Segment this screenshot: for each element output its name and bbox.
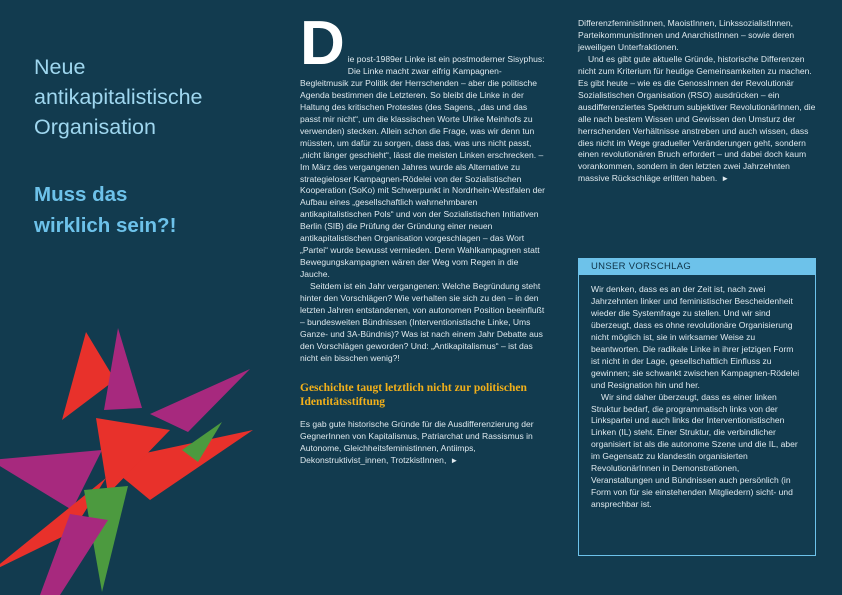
drop-cap: D bbox=[300, 9, 345, 78]
article-paragraph-1-text: ie post-1989er Linke ist ein postmoderner Sisyphus: Die Linke macht zwar eifrig Kampagnen-Begleitmusik zur Politik der Herrschenden – aber die politische Agenda bestimmen die Letzteren. So bleibt die Linke in der Haltung des kritischen Protestes (des Sagens, „das und das passt mir nicht“, um die klassischen Worte Ulrike Meinhofs zu verwenden) stecken. Allein schon die Frage, was wir denn tun müssten, um dafür zu sorgen, dass das, was uns nicht passt, „nicht länger geschieht“, lässt die meisten Linken erschrecken. – Im März des vergangenen Jahres wurde als Alternative zu strategieloser Kampagnen-Rödelei von der Sozialistischen Kooperation (SoKo) mit Schwerpunkt in Nordrhein-Westfalen der Aufbau eines „gesellschaftlich wahrnehmbaren antikapitalistischen Pols“ und von der Sozialistischen Initiativen Berlin (SIB) die Prüfung der Gründung einer neuen antikapitalistischen Organisation vorgeschlagen – das Wort „Partei“ wurde bewusst vermieden. Denn Wahlkampagnen statt Bewegungskampagnen wären der Weg vom Regen in die Jauche. bbox=[300, 54, 545, 280]
article-column-2 bbox=[578, 18, 818, 185]
article-column-1 bbox=[300, 9, 546, 467]
proposal-box bbox=[578, 258, 816, 556]
subhead-line-2: wirklich sein?! bbox=[34, 214, 177, 237]
subhead-line-1: Muss das bbox=[34, 183, 128, 206]
proposal-paragraph-1: Wir denken, dass es an der Zeit ist, nach zwei Jahrzehnten linker und feministischer Bescheidenheit wieder die Systemfrage zu stellen. Und wir sind überzeugt, dass es ohne revolutionäre Organisierung nicht möglich ist, sie in wirksamer Weise zu beantworten. Die radikale Linke in ihrer jetzigen Form ist nicht in der Lage, gesellschaftlich Einfluss zu gewinnen; sie schwankt zwischen Kampagnen-Rödelei und Resignation hin und her. bbox=[591, 284, 800, 390]
continue-arrow-icon: ► bbox=[450, 455, 459, 465]
subheadline bbox=[34, 179, 254, 241]
proposal-box-title: UNSER VORSCHLAG bbox=[579, 259, 815, 275]
article-paragraph-4: DifferenzfeministInnen, MaoistInnen, LinkssozialistInnen, ParteikommunistInnen und AnarchistInnen – sowie deren jeweiligen Unterfraktionen. bbox=[578, 18, 795, 52]
left-column bbox=[34, 52, 254, 241]
article-paragraph-3-text: Es gab gute historische Gründe für die Ausdifferenzierung der GegnerInnen von Kapitalismus, Patriarchat und Rassismus in Autonome, Gleichheitsfeministinnen, Antiimps, Dekonstruktivist_innen, TrotzkistInnen, bbox=[300, 418, 534, 465]
star-ray-magenta-right bbox=[150, 369, 250, 432]
article-paragraph-5 bbox=[578, 54, 818, 185]
article-paragraph-2: Seitdem ist ein Jahr vergangenen: Welche Begründung steht hinter den Vorschlägen? Wie verhalten sie sich zu den – in den letzten Jahren entstandenen, von autonomen Position beeinflußt – bundesweiten Bündnissen (Interventionistische Linke, Ums Ganze- und 3A-Bündnis)? Was ist nach einem Jahr Debatte aus den Vorschlägen geworden? Und: „Antikapitalismus“ – ist das nicht ein bisschen wenig?! bbox=[300, 281, 545, 363]
article-paragraph-3 bbox=[300, 419, 546, 467]
section-title: Geschichte taugt letztlich nicht zur politischen Identitätsstiftung bbox=[300, 381, 527, 408]
proposal-box-body bbox=[579, 275, 815, 511]
article-paragraph-5-text: Und es gibt gute aktuelle Gründe, historische Differenzen nicht zum Kriterium für heutige Gemeinsamkeiten zu machen. Es gibt heute – wie es die GenossInnen der Revolutionär Sozialistischen Organisation (RSO) ausdrücken – ein ausdifferenziertes Spektrum subjektiver RevolutionärInnen, die alle nach bestem Wissen und Gewissen den Umsturz der herrschenden Verhältnisse anstreben und auch wissen, dass dies nicht im Wege gradueller Veränderungen geht, sondern einen revolutionären Bruch erfordert – und dabei doch kaum vorankommen, sondern in den letzten zwei Jahrzehnten massive Rückschläge erlitten haben. bbox=[578, 53, 816, 184]
headline-line-3: Organisation bbox=[34, 115, 156, 139]
end-arrow-icon: ► bbox=[721, 174, 730, 184]
proposal-paragraph-2: Wir sind daher überzeugt, dass es einer linken Struktur bedarf, die programmatisch links von der Linkspartei und auch links der Interventionistischen Linken (IL) steht. Einer Struktur, die verbindlicher organisiert ist als die autonome Szene und die IL, aber im Gegensatz zu klandestin organisierten RevolutionärInnen in Demonstrationen, Veranstaltungen und Bündnissen auch persönlich (in Form von für sie einstehenden Mitgliedern) sicht- und ansprechbar ist. bbox=[591, 391, 798, 510]
star-ray-magenta-top bbox=[104, 328, 142, 410]
headline-line-1: Neue bbox=[34, 55, 86, 79]
headline bbox=[34, 52, 254, 142]
article-paragraph-1 bbox=[300, 9, 546, 281]
star-illustration bbox=[0, 300, 255, 595]
headline-line-2: antikapitalistische bbox=[34, 85, 203, 109]
